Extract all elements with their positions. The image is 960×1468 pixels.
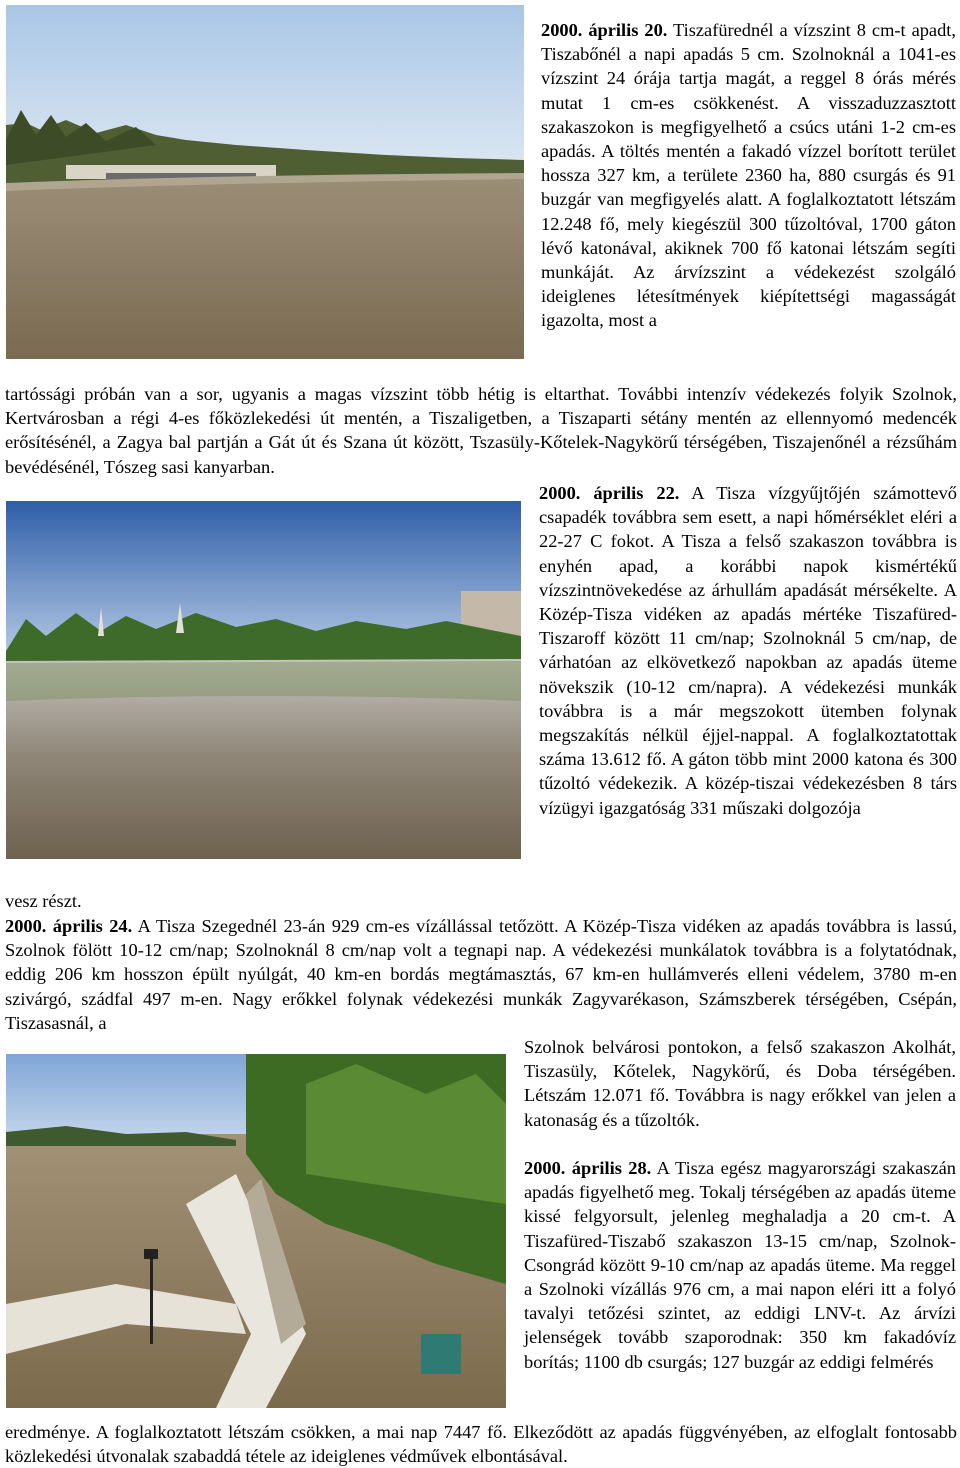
entry-date: 2000. április 24.	[5, 916, 133, 936]
entry-apr22-top	[539, 481, 957, 820]
entry-text: vesz részt.	[5, 891, 82, 911]
flooded-riverbank-photo	[6, 5, 524, 359]
entry-text: tartóssági próbán van a sor, ugyanis a magas vízszint több hétig is eltarthat. További intenzív védekezés folyik Szolnok, Kertvárosban a régi 4-es főközlekedési út mentén, a Tiszaligetben, a Tiszaparti sétány mentén az ellennyomó medencék erősítésénél, a Zagya bal partján a Gát út és Szana út között, Tszasüly-Kőtelek-Nagykörű térségében, Tiszajenőnél a rézsűhám bevédésénél, Tószeg sasi kanyarban.	[5, 384, 957, 477]
entry-text: Szolnok belvárosi pontokon, a felső szakaszon Akolhát, Tiszasüly, Kőtelek, Nagykörű, és Doba térségében. Létszám 12.071 fő. Továbbra is nagy erőkkel van jelen a katonaság és a tűzoltók.	[524, 1037, 956, 1130]
entry-apr20-continued	[5, 382, 957, 479]
sandbag-levee-photo	[6, 1054, 506, 1408]
entry-apr24-continued	[524, 1035, 956, 1132]
tisza-river-szolnok-photo	[6, 501, 521, 859]
entry-date: 2000. április 22.	[539, 483, 680, 503]
entry-apr24	[5, 914, 957, 1035]
entry-date: 2000. április 28.	[524, 1158, 652, 1178]
entry-text: eredménye. A foglalkoztatott létszám csökken, a mai nap 7447 fő. Elkeződött az apadás függvényében, az elfoglalt fontosabb közlekedési útvonalak szabaddá tétele az ideiglenes védművek elbontásával.	[5, 1422, 957, 1467]
entry-date: 2000. április 20.	[541, 20, 668, 40]
entry-text: Tiszafürednél a vízszint 8 cm-t apadt, Tiszabőnél a napi apadás 5 cm. Szolnoknál a 1041-es vízszint 24 órája tartja magát, a reggel 8 órás mérés mutat 1 cm-es csökkenést. A visszaduzzasztott szakaszokon is megfigyelhető a csúcs utáni 1-2 cm-es apadás. A töltés mentén a fakadó vízzel borított terület hossza 327 km, a területe 2360 ha, 880 csurgás és 91 buzgár van megfigyelés alatt. A foglalkoztatott létszám 12.248 fő, mely kiegészül 300 tűzoltóval, 1700 gáton lévő katonával, akiknek 700 fő katonai létszám segíti munkáját. Az árvízszint a védekezést szolgáló ideiglenes létesítmények kiépítettségi magasságát igazolta, most a	[541, 20, 957, 331]
entry-text: A Tisza Szegednél 23-án 929 cm-es vízállással tetőzött. A Közép-Tisza vidéken az apadás továbbra is lassú, Szolnok fölött 10-12 cm/nap; Szolnoknál 8 cm/nap volt a tegnapi nap. A védekezési munkálatok továbbra is a folytatódnak, eddig 206 km hosszon épült nyúlgát, 40 km-en bordás megtámasztás, 67 km-en hullámverés elleni védelem, 3780 m-en szivárgó, szádfal 497 m-en. Nagy erőkkel folynak védekezési munkák Zagyvarékason, Számszberek térségében, Csépán, Tiszasasnál, a	[5, 916, 957, 1033]
entry-apr20-top	[541, 18, 956, 333]
entry-text: A Tisza egész magyarországi szakaszán apadás figyelhető meg. Tokalj térségében az apadás üteme kissé felgyorsult, jelenleg meghaladja a 20 cm-t. A Tiszafüred-Tiszabő szakaszon 13-15 cm/nap, Szolnok-Csongrád között 9-10 cm/nap az apadás üteme. Ma reggel a Szolnoki vízállás 976 cm, a mai napon eléri itt a folyó tavalyi tetőzési szintet, az eddigi LNV-t. Az árvízi jelenségek tovább szaporodnak: 350 km fakadóvíz borítás; 1100 db csurgás; 127 buzgár az eddigi felmérés	[524, 1158, 956, 1372]
entry-text: A Tisza vízgyűjtőjén számottevő csapadék továbbra sem esett, a napi hőmérséklet eléri a 22-27 C fokot. A Tisza a felső szakaszon továbbra is enyhén apad, a korábbi napok kismértékű vízszintnövekedése az árhullám apadását mérsékelte. A Közép-Tisza vidéken az apadás mértéke Tiszafüred-Tiszaroff között 11 cm/nap; Szolnoknál 5 cm/nap, de várhatóan az elkövetkező napokban az apadás üteme növekszik (10-12 cm/napra). A védekezési munkák továbbra is a már megszokott ütemben folynak megszakítás nélkül éjjel-nappal. A foglalkoztatottak száma 13.612 fő. A gáton több mint 2000 katona és 300 tűzoltó védekezik. A közép-tiszai védekezésben 8 társ vízügyi igazgatóság 331 műszaki dolgozója	[539, 483, 957, 818]
entry-apr28-top	[524, 1156, 956, 1374]
entry-apr28-continued	[5, 1420, 957, 1468]
entry-apr22-continued	[5, 889, 957, 913]
